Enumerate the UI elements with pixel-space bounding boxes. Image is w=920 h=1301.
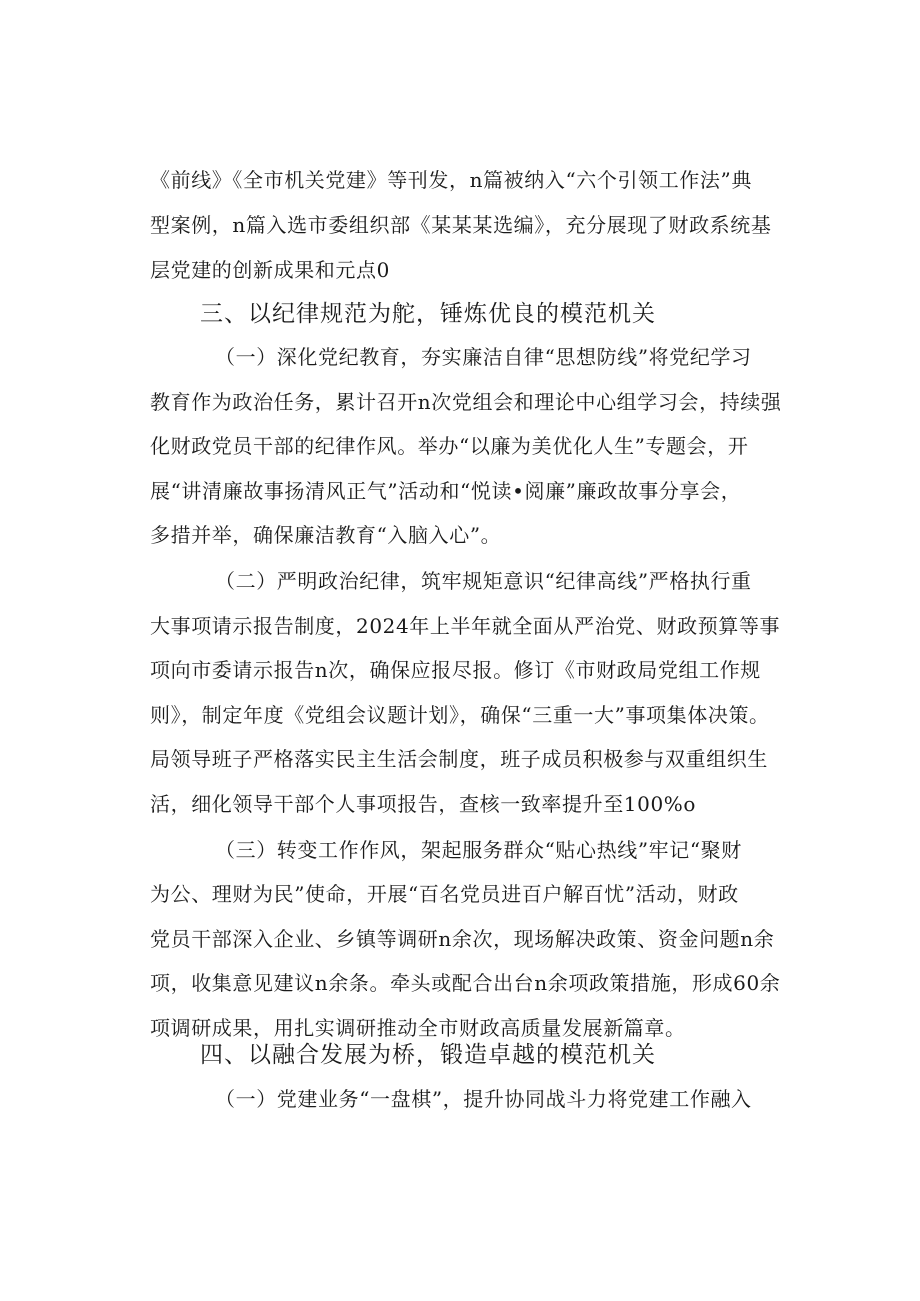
paragraph-line: 《前线》《全市机关党建》等刊发，n篇被纳入“六个引领工作法”典	[150, 168, 752, 192]
paragraph-line: 项，收集意见建议n余条。牵头或配合出台n余项政策措施，形成60余	[150, 971, 781, 995]
paragraph-line: 多措并举，确保廉洁教育“入脑入心”。	[150, 523, 502, 547]
paragraph-line: （三）转变工作作风，架起服务群众“贴心热线”牢记“聚财	[215, 838, 742, 862]
section-heading-four: 四、以融合发展为桥，锻造卓越的模范机关	[200, 1042, 656, 1068]
paragraph-line: 则》，制定年度《党组会议题计划》，确保“三重一大”事项集体决策。	[150, 703, 770, 727]
paragraph-line: 展“讲清廉故事扬清风正气”活动和“悦读•阅廉”廉政故事分享会，	[150, 479, 742, 503]
paragraph-line: 型案例，n篇入选市委组织部《某某某选编》，充分展现了财政系统基	[150, 213, 772, 237]
paragraph-line: 活，细化领导干部个人事项报告，查核一致率提升至100%o	[150, 792, 697, 816]
paragraph-line: 大事项请示报告制度，2024年上半年就全面从严治党、财政预算等事	[150, 614, 781, 638]
paragraph-line: 层党建的创新成果和元点0	[150, 258, 390, 282]
paragraph-line: （一）深化党纪教育，夯实廉洁自律“思想防线”将党纪学习	[215, 345, 752, 369]
paragraph-line: 局领导班子严格落实民主生活会制度，班子成员积极参与双重组织生	[150, 747, 768, 771]
paragraph-line: 党员干部深入企业、乡镇等调研n余次，现场解决政策、资金问题n余	[150, 927, 775, 951]
section-heading-three: 三、以纪律规范为舵，锤炼优良的模范机关	[200, 301, 656, 327]
paragraph-line: 为公、理财为民”使命，开展“百名党员进百户解百忧”活动，财政	[150, 882, 739, 906]
paragraph-line: （一）党建业务“一盘棋”，提升协同战斗力将党建工作融入	[215, 1087, 752, 1111]
paragraph-line: 项调研成果，用扎实调研推动全市财政高质量发展新篇章。	[150, 1016, 686, 1040]
paragraph-line: （二）严明政治纪律，筑牢规矩意识“纪律高线”严格执行重	[215, 569, 752, 593]
paragraph-line: 教育作为政治任务，累计召开n次党组会和理论中心组学习会，持续强	[150, 390, 782, 414]
paragraph-line: 项向市委请示报告n次，确保应报尽报。修订《市财政局党组工作规	[150, 658, 761, 682]
paragraph-line: 化财政党员干部的纪律作风。举办“以廉为美优化人生”专题会，开	[150, 434, 749, 458]
